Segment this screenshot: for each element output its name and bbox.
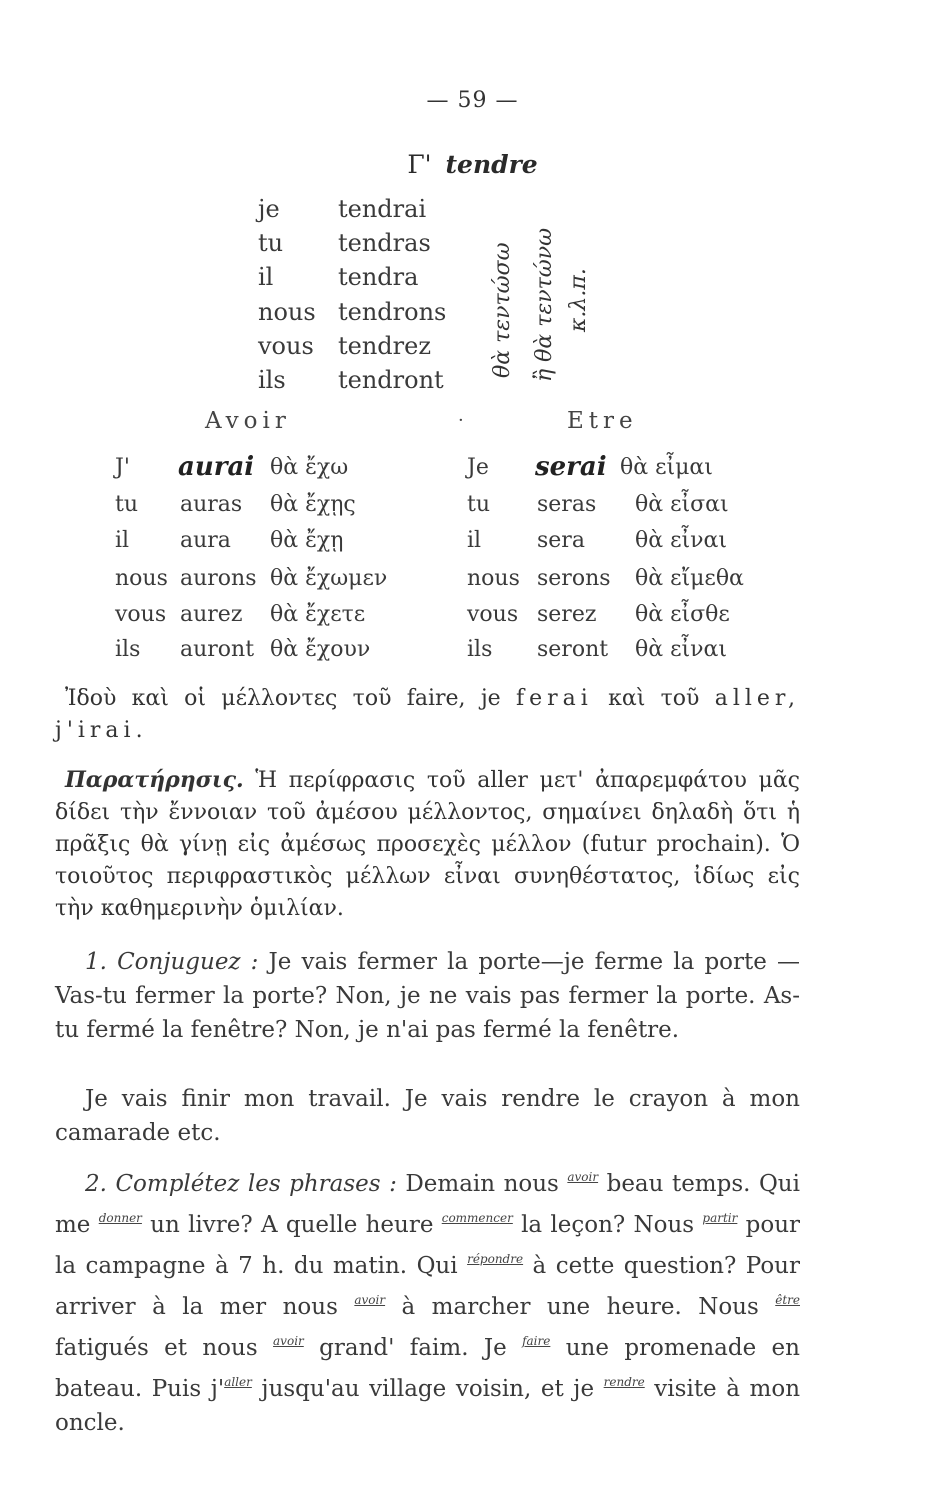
remark-text: Ἡ περίφρασις τοῦ aller μετ' ἀπαρεμφάτου μᾶς δίδει τὴν ἔννοιαν τοῦ ἀμέσου μέλλοντος, σημαίνει δηλαδὴ ὅτι ἡ πρᾶξις θὰ γίνῃ εἰς ἀμέσως προσεχὲς μέλλον (futur prochain). Ὁ τοιοῦτος περιφραστικὸς μέλλων εἶναι συνηθέστατος, ἰδίως εἰς τὴν καθημερινὴν ὁμιλίαν. (55, 768, 800, 921)
verb-hint: avoir (273, 1334, 304, 1348)
etre-pronoun: vous (467, 602, 519, 627)
avoir-greek: θὰ ἔχῃ (270, 528, 344, 553)
page-number: — 59 — (426, 88, 519, 113)
etre-greek: θὰ εἶμαι (620, 455, 713, 480)
etre-pronoun: il (467, 528, 482, 553)
avoir-pronoun: tu (115, 492, 139, 517)
avoir-heading: Avoir (205, 408, 291, 434)
section-prefix: Γ' (407, 150, 432, 179)
avoir-pronoun: J' (115, 455, 130, 480)
etre-greek: θὰ εἶσθε (635, 602, 730, 627)
exercise-1-text2: Je vais finir mon travail. Je vais rendre le crayon à mon camarade etc. (55, 1086, 800, 1146)
avoir-pronoun: vous (115, 602, 167, 627)
avoir-greek: θὰ ἔχω (270, 455, 349, 480)
avoir-greek: θὰ ἔχωμεν (270, 566, 388, 591)
etre-form: serons (537, 566, 611, 591)
exercise-1-text: Je vais fermer la porte—je ferme la porte — Vas-tu fermer la porte? Non, je ne vais pas fermer la porte. As-tu fermé la fenêtre? Non, je n'ai pas fermé la fenêtre. (55, 949, 801, 1043)
verb-hint: rendre (603, 1375, 645, 1389)
tendre-pronoun: il (258, 263, 274, 291)
verb-hint: avoir (567, 1170, 599, 1184)
avoir-pronoun: ils (115, 637, 141, 662)
verb-hint: répondre (467, 1252, 524, 1266)
exercise-2-text: jusqu'au village voisin, et je (251, 1376, 604, 1402)
avoir-form: aura (180, 528, 231, 553)
avoir-pronoun: il (115, 528, 130, 553)
avoir-form: aurons (180, 566, 257, 591)
exercise-1-number: 1. (85, 949, 107, 975)
section-title (0, 150, 945, 179)
etre-greek: θὰ εἴμεθα (635, 566, 744, 591)
tendre-pronoun: nous (258, 298, 316, 326)
exercise-2-body (55, 1171, 800, 1436)
futures-note-text: καὶ τοῦ (608, 686, 700, 711)
exercise-2-number: 2. (85, 1171, 107, 1197)
avoir-form: aurai (178, 452, 255, 482)
etre-pronoun: ils (467, 637, 493, 662)
verb-hint: être (775, 1293, 800, 1307)
exercise-1 (55, 945, 800, 1047)
avoir-form: aurez (180, 602, 243, 627)
section-verb: tendre (445, 150, 538, 179)
tendre-form: tendras (338, 229, 431, 257)
avoir-form: auront (180, 637, 255, 662)
etre-pronoun: Je (467, 455, 489, 480)
etre-form: serez (537, 602, 597, 627)
etre-greek: θὰ εἶσαι (635, 492, 729, 517)
avoir-greek: θὰ ἔχετε (270, 602, 366, 627)
exercise-2-text: un livre? A quelle heure (141, 1212, 442, 1238)
exercise-2-text: à marcher une heure. Nous (385, 1294, 776, 1320)
avoir-pronoun: nous (115, 566, 168, 591)
etre-form: sera (537, 528, 585, 553)
verb-hint: faire (522, 1334, 551, 1348)
etre-form: seront (537, 637, 609, 662)
futures-note-text: Ἰδοὺ καὶ οἱ μέλλοντες τοῦ faire, je (65, 686, 501, 711)
avoir-greek: θὰ ἔχουν (270, 637, 371, 662)
futures-note (55, 683, 800, 747)
exercise-2-text: pour la campagne à 7 h. du matin. Qui (55, 1212, 801, 1279)
remark-paragraph (55, 764, 800, 925)
etre-heading: Etre (567, 408, 638, 434)
futures-note-irai: j'irai. (55, 718, 148, 743)
etre-pronoun: tu (467, 492, 491, 517)
tendre-form: tendrons (338, 298, 447, 326)
tendre-form: tendrez (338, 332, 431, 360)
exercise-1-continued (55, 1082, 800, 1150)
exercise-2-text: fatigués et nous (55, 1335, 274, 1361)
etre-form: serai (535, 452, 607, 482)
etre-form: seras (537, 492, 597, 517)
exercise-2-text: beau temps. Qui me (55, 1171, 800, 1238)
exercise-2-text: une promenade en bateau. Puis j' (55, 1335, 800, 1402)
tendre-pronoun: ils (258, 366, 286, 394)
etre-greek: θὰ εἶναι (635, 637, 727, 662)
avoir-form: auras (180, 492, 243, 517)
tendre-form: tendra (338, 263, 419, 291)
futures-note-ferai: ferai (515, 686, 593, 711)
verb-hint: commencer (441, 1211, 513, 1225)
etre-greek: θὰ εἶναι (635, 528, 727, 553)
tendre-pronoun: vous (258, 332, 314, 360)
etre-pronoun: nous (467, 566, 520, 591)
verb-hint: partir (702, 1211, 738, 1225)
exercise-2-text: visite à mon oncle. (55, 1376, 801, 1436)
vertical-note: ἢ θὰ τεντώνω (532, 227, 557, 382)
tendre-pronoun: je (258, 195, 280, 223)
verb-hint: donner (98, 1211, 142, 1225)
exercise-2-text: à cette question? Pour arriver à la mer nous (55, 1253, 800, 1320)
tendre-form: tendront (338, 366, 444, 394)
vertical-note: θὰ τεντώσω (490, 242, 515, 378)
tendre-form: tendrai (338, 195, 427, 223)
exercise-1-heading: Conjuguez : (117, 949, 259, 975)
avoir-greek: θὰ ἔχῃς (270, 492, 356, 517)
remark-heading: Παρατήρησις. (65, 767, 244, 793)
futures-note-aller: aller, (714, 686, 801, 711)
exercise-2 (55, 1160, 800, 1440)
exercise-2-text: Demain nous (405, 1171, 568, 1197)
exercise-2-text: grand' faim. Je (303, 1335, 523, 1361)
verb-hint: aller (224, 1375, 252, 1389)
verb-hint: avoir (354, 1293, 386, 1307)
exercise-2-text: la leçon? Nous (512, 1212, 703, 1238)
tendre-pronoun: tu (258, 229, 284, 257)
divider-dot: · (458, 410, 464, 431)
exercise-2-heading: Complétez les phrases : (115, 1171, 397, 1197)
vertical-note: κ.λ.π. (566, 268, 591, 332)
